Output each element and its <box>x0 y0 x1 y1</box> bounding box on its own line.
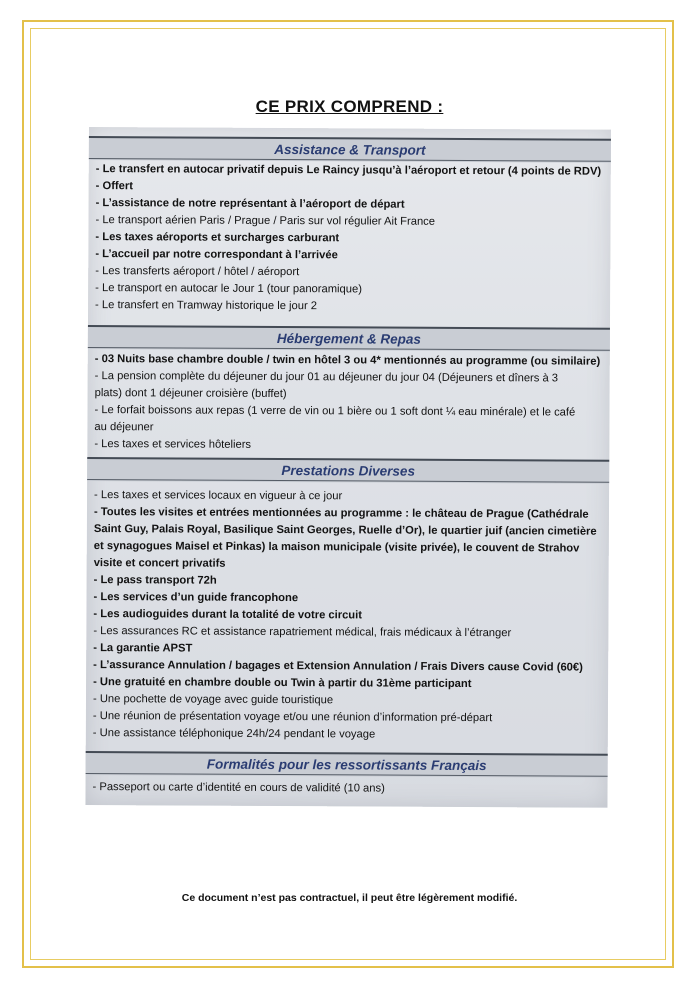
list-item: - Le transfert en autocar privatif depuis Le Raincy jusqu’à l’aéroport et retour (4 points de RDV) <box>95 163 602 178</box>
section-heading-formalites: Formalités pour les ressortissants Français <box>86 751 608 778</box>
list-item: - 03 Nuits base chambre double / twin en hôtel 3 ou 4* mentionnés au programme (ou similaire) <box>94 353 601 368</box>
page-title: CE PRIX COMPREND : <box>255 97 444 116</box>
list-item: - Offert <box>95 180 134 193</box>
list-item: - Les taxes et services locaux en vigueur à ce jour <box>94 489 343 503</box>
list-item: - Les taxes aéroports et surcharges carburant <box>95 231 340 245</box>
list-item: - Les transferts aéroport / hôtel / aéroport <box>95 265 300 279</box>
list-item: plats) dont 1 déjeuner croisière (buffet) <box>94 387 287 401</box>
list-item: - Le transport aérien Paris / Prague / Paris sur vol régulier Ait France <box>95 214 436 228</box>
footer-disclaimer: Ce document n’est pas contractuel, il peut être légèrement modifié. <box>181 892 518 904</box>
section-list-assistance-transport <box>95 161 611 317</box>
list-item: - Les taxes et services hôteliers <box>94 438 252 451</box>
list-item: et synagogues Maisel et Pinkas) la maison municipale (visite privée), le couvent de Strahov <box>93 540 580 555</box>
list-item: - La garantie APST <box>93 642 193 655</box>
list-item: au déjeuner <box>94 421 154 434</box>
section-heading-assistance-transport: Assistance & Transport <box>89 136 611 163</box>
list-item: - Le transport en autocar le Jour 1 (tour panoramique) <box>95 282 362 296</box>
list-item: - Les assurances RC et assistance rapatriement médical, frais médicaux à l’étranger <box>93 625 512 640</box>
list-item: - L’accueil par notre correspondant à l’arrivée <box>95 248 338 262</box>
list-item: - L’assistance de notre représentant à l’aéroport de départ <box>95 197 405 211</box>
list-item: - Toutes les visites et entrées mentionnées au programme : le château de Prague (Cathédrale <box>93 506 589 521</box>
list-item: - Le pass transport 72h <box>93 574 217 587</box>
list-item: Saint Guy, Palais Royal, Basilique Saint Georges, Ruelle d’Or), le quartier juif (ancien cimetière <box>93 523 597 538</box>
list-item: - Les audioguides durant la totalité de votre circuit <box>93 608 363 622</box>
list-item: - Une réunion de présentation voyage et/ou une réunion d’information pré-départ <box>92 710 493 725</box>
list-item: - Une gratuité en chambre double ou Twin à partir du 31ème participant <box>93 676 472 691</box>
section-heading-hebergement-repas: Hébergement & Repas <box>88 325 610 352</box>
list-item: - Le forfait boissons aux repas (1 verre de vin ou 1 bière ou 1 soft dont ¼ eau minérale) et le café <box>94 404 576 419</box>
section-list-hebergement-repas <box>94 351 610 456</box>
list-item: - Une pochette de voyage avec guide touristique <box>92 693 334 707</box>
scanned-document <box>85 127 611 808</box>
list-item: - Une assistance téléphonique 24h/24 pendant le voyage <box>92 727 376 741</box>
list-item: visite et concert privatifs <box>93 557 226 570</box>
list-item: - Passeport ou carte d’identité en cours de validité (10 ans) <box>92 781 385 795</box>
list-item: - La pension complète du déjeuner du jour 01 au déjeuner du jour 04 (Déjeuners et dîners à 3 <box>94 370 559 385</box>
section-list-formalites <box>92 779 607 799</box>
list-item: - Le transfert en Tramway historique le jour 2 <box>95 299 318 313</box>
list-item: - L’assurance Annulation / bagages et Extension Annulation / Frais Divers cause Covid (60€) <box>93 659 583 674</box>
list-item: - Les services d’un guide francophone <box>93 591 299 605</box>
section-list-prestations-diverses <box>93 487 609 745</box>
section-heading-prestations-diverses: Prestations Diverses <box>87 457 609 484</box>
